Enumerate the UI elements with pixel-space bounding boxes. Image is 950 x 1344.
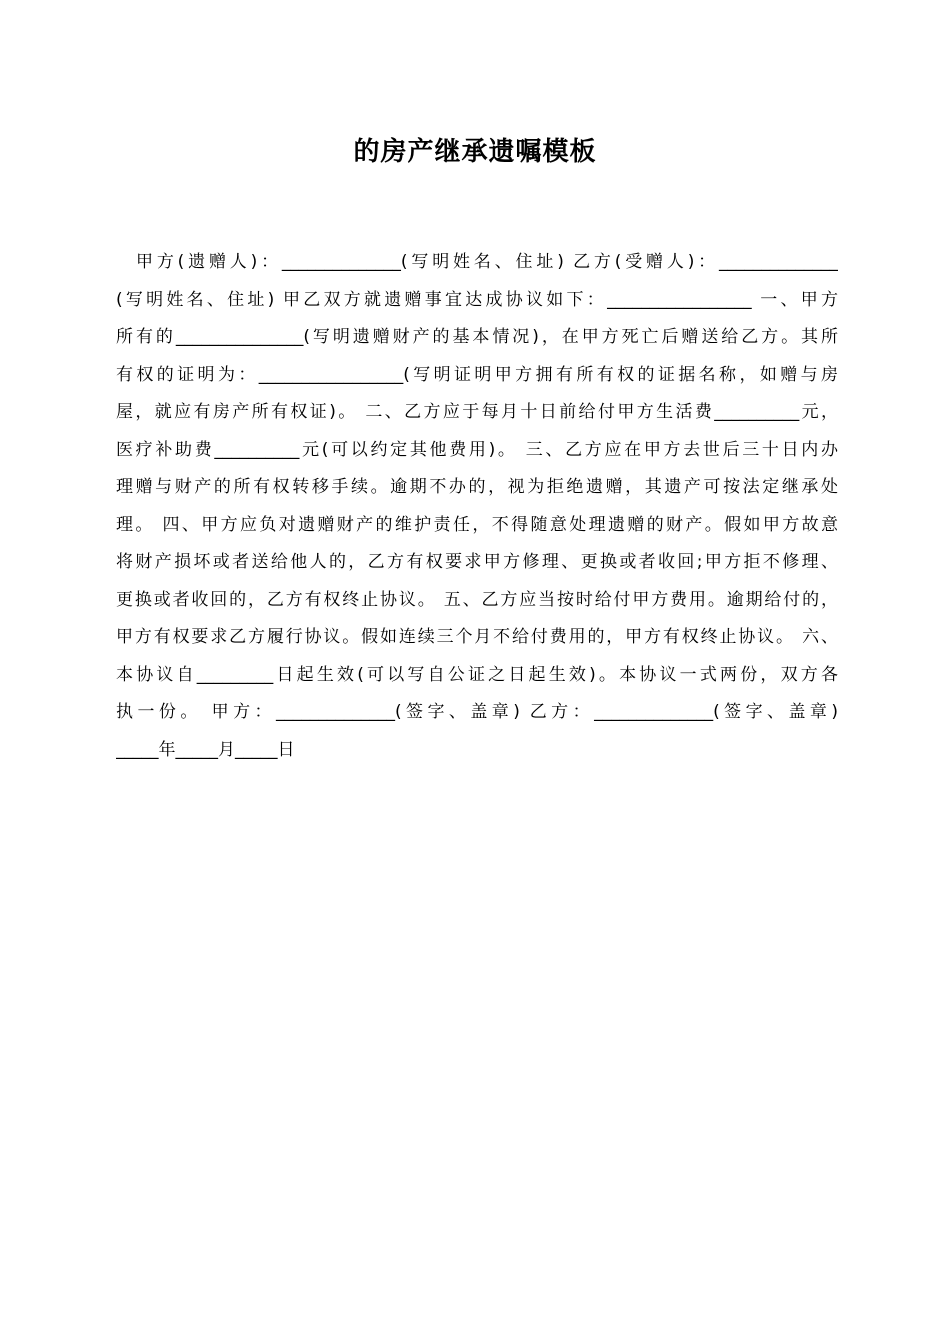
body-line-9: 将财产损坏或者送给他人的，乙方有权要求甲方修理、更换或者收回;甲方拒不修理、 bbox=[116, 552, 838, 572]
body-line-6: 医疗补助费__________元(可以约定其他费用)。 三、乙方应在甲方去世后三十日内办 bbox=[116, 439, 838, 460]
body-line-11: 甲方有权要求乙方履行协议。假如连续三个月不给付费用的，甲方有权终止协议。 六、 bbox=[116, 627, 838, 647]
body-line-2: (写明姓名、住址) 甲乙双方就遗赠事宜达成协议如下：_________________ 一、甲方 bbox=[116, 289, 838, 310]
body-line-1: 甲方(遗赠人)：______________(写明姓名、住址) 乙方(受赠人)：______________ bbox=[136, 252, 838, 272]
body-line-12: 本协议自_________日起生效(可以写自公证之日起生效)。本协议一式两份，双方各 bbox=[116, 664, 838, 685]
document-title: 的房产继承遗嘱模板 bbox=[353, 137, 597, 167]
body-line-10: 更换或者收回的，乙方有权终止协议。 五、乙方应当按时给付甲方费用。逾期给付的， bbox=[116, 589, 838, 610]
body-line-date: _____年_____月_____日 bbox=[116, 739, 295, 760]
body-line-3: 所有的_______________(写明遗赠财产的基本情况)，在甲方死亡后赠送给乙方。其所 bbox=[116, 327, 838, 347]
document-body bbox=[116, 244, 838, 769]
body-line-4: 有权的证明为：_________________(写明证明甲方拥有所有权的证据名称，如赠与房 bbox=[116, 364, 838, 385]
body-line-7: 理赠与财产的所有权转移手续。逾期不办的，视为拒绝遗赠，其遗产可按法定继承处 bbox=[116, 477, 838, 497]
body-line-8: 理。 四、甲方应负对遗赠财产的维护责任，不得随意处理遗赠的财产。假如甲方故意 bbox=[116, 514, 838, 535]
body-line-5: 屋，就应有房产所有权证)。 二、乙方应于每月十日前给付甲方生活费__________元， bbox=[116, 402, 838, 422]
body-line-13: 执一份。 甲方：______________(签字、盖章) 乙方：______________(签字、盖章) bbox=[116, 702, 838, 722]
